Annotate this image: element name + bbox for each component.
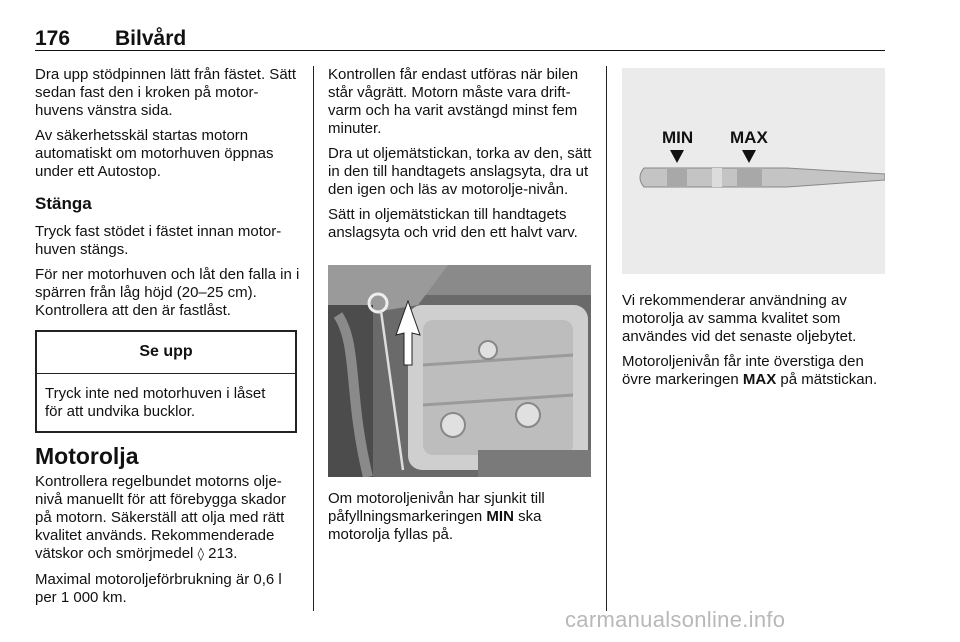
paragraph: Maximal motoroljeförbrukning är 0,6 l per 1 000 km. (35, 571, 282, 606)
paragraph: Dra ut oljemätstickan, torka av den, sätt in den till handtagets anslagsyta, dra ut den igen och läs av motorolje-nivån. (328, 145, 592, 198)
engine-bay-photo (328, 265, 591, 477)
reference-arrow-icon: ◊ (197, 547, 204, 562)
column-1 (35, 66, 300, 614)
paragraph: Av säkerhetsskäl startas motorn automatiskt om motorhuven öppnas under ett Autostop. (35, 127, 274, 180)
watermark: carmanualsonline.info (565, 607, 786, 632)
paragraph: Kontrollera regelbundet motorns olje-nivå manuellt för att förebygga skador på motorn. Säkerställ att olja med rätt kvalitet används. Rekommenderade vätskor och smörjmedel ◊ 213. (35, 473, 286, 562)
max-label: MAX (730, 128, 768, 147)
warning-text: Tryck inte ned motorhuven i låset för att undvika bucklor. (45, 385, 266, 420)
paragraph: Dra upp stödpinnen lätt från fästet. Sätt sedan fast den i kroken på motor-huvens vänstra sida. (35, 66, 296, 119)
paragraph: Vi rekommenderar användning av motorolja av samma kvalitet som användes vid det senaste oljebytet. (622, 292, 857, 345)
dipstick-figure (622, 68, 885, 274)
heading-engine-oil: Motorolja (35, 443, 139, 469)
paragraph: Kontrollen får endast utföras när bilen står vågrätt. Motorn måste vara drift-varm och ha varit avstängd minst fem minuter. (328, 66, 579, 137)
paragraph: För ner motorhuven och låt den falla in i spärren från låg höjd (20–25 cm). Kontrollera att den är fastlåst. (35, 266, 300, 319)
warning-title: Se upp (37, 332, 295, 374)
paragraph: Tryck fast stödet i fästet innan motor-huven stängs. (35, 223, 282, 258)
paragraph: Om motoroljenivån har sjunkit till påfyllningsmarkeringen MIN ska motorolja fyllas på. (328, 490, 545, 543)
column-divider-1 (313, 66, 314, 611)
engine-illustration (328, 265, 591, 477)
min-label: MIN (662, 128, 694, 147)
column-2-lower (328, 490, 596, 551)
reference-page-link[interactable]: 213. (204, 545, 238, 562)
min-term: MIN (486, 508, 514, 525)
warning-box (35, 330, 297, 433)
max-term: MAX (742, 371, 777, 388)
page-number: 176 (35, 27, 71, 50)
column-divider-2 (606, 66, 607, 611)
column-2 (328, 66, 596, 249)
max-marker-icon (742, 150, 756, 163)
heading-close: Stänga (35, 194, 92, 213)
header-rule (35, 50, 885, 51)
column-3 (622, 292, 887, 396)
min-marker-icon (670, 150, 684, 163)
section-title: Bilvård (115, 27, 187, 50)
page-header (35, 27, 885, 51)
paragraph: Motoroljenivån får inte överstiga den övre markeringen MAX på mätstickan. (622, 353, 878, 388)
paragraph: Sätt in oljemätstickan till handtagets anslagsyta och vrid den ett halvt varv. (328, 206, 578, 241)
dipstick-illustration (622, 68, 885, 274)
